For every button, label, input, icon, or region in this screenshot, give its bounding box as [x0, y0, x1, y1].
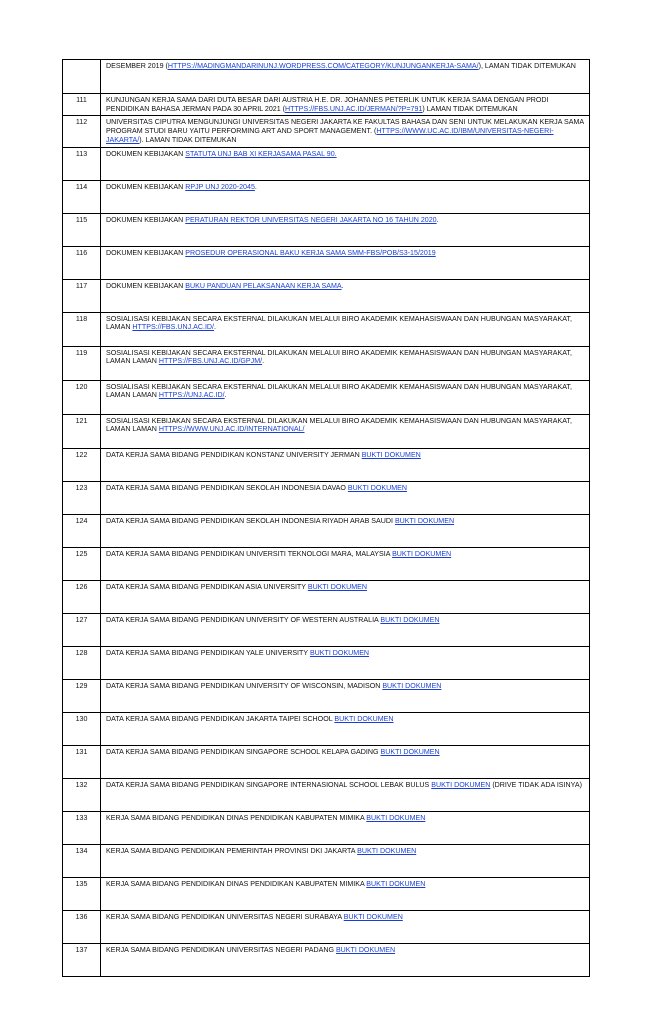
description-text: DATA KERJA SAMA BIDANG PENDIDIKAN ASIA UNIVERSITY [106, 582, 308, 591]
row-number: 128 [63, 646, 101, 679]
table-row [63, 811, 590, 844]
description-text: ). LAMAN TIDAK DITEMUKAN [139, 135, 237, 144]
document-link[interactable]: BUKTI DOKUMEN [392, 549, 452, 558]
description-text: ) LAMAN TIDAK DITEMUKAN [422, 104, 518, 113]
row-description [101, 94, 590, 116]
description-text: DATA KERJA SAMA BIDANG PENDIDIKAN UNIVERSITY OF WISCONSIN, MADISON [106, 681, 383, 690]
row-number: 114 [63, 180, 101, 213]
description-text: DATA KERJA SAMA BIDANG PENDIDIKAN SEKOLAH INDONESIA DAVAO [106, 483, 348, 492]
row-description [101, 481, 590, 514]
description-text: DOKUMEN KEBIJAKAN [106, 149, 186, 158]
row-description [101, 380, 590, 414]
row-number: 130 [63, 712, 101, 745]
description-text: KERJA SAMA BIDANG PENDIDIKAN DINAS PENDIDIKAN KABUPATEN MIMIKA [106, 879, 367, 888]
description-text: KERJA SAMA BIDANG PENDIDIKAN UNIVERSITAS NEGERI SURABAYA [106, 912, 344, 921]
table-row [63, 116, 590, 147]
document-link[interactable]: BUKTI DOKUMEN [382, 681, 442, 690]
table-row [63, 745, 590, 778]
description-text: DOKUMEN KEBIJAKAN [106, 182, 186, 191]
row-description [101, 312, 590, 346]
row-description [101, 580, 590, 613]
row-description [101, 811, 590, 844]
row-description [101, 877, 590, 910]
row-number: 135 [63, 877, 101, 910]
row-description [101, 116, 590, 147]
document-link[interactable]: BUKTI DOKUMEN [347, 483, 408, 492]
row-number: 113 [63, 147, 101, 180]
row-number: 125 [63, 547, 101, 580]
description-text: SOSIALISASI KEBIJAKAN SECARA EKSTERNAL DILAKUKAN MELALUI BIRO AKADEMIK KEMAHASISWAAN DAN HUBUNGAN MASYARAKAT, LAMAN [106, 314, 572, 332]
row-description [101, 646, 590, 679]
document-link[interactable]: HTTPS://FBS.UNJ.AC.ID/JERMAN/?P=791 [285, 104, 423, 113]
description-text: SOSIALISASI KEBIJAKAN SECARA EKSTERNAL DILAKUKAN MELALUI BIRO AKADEMIK KEMAHASISWAAN DAN HUBUNGAN MASYARAKAT, LAMAN LAMAN [106, 348, 572, 366]
document-link[interactable]: BUKTI DOKUMEN [431, 780, 491, 789]
document-link[interactable]: HTTPS://UNJ.AC.ID/ [158, 391, 225, 400]
document-link[interactable]: HTTPS://MADINGMANDARINUNJ.WORDPRESS.COM/CATEGORY/KUNJUNGANKERJA-SAMA/ [167, 62, 479, 70]
row-number: 111 [63, 94, 101, 116]
description-text: SOSIALISASI KEBIJAKAN SECARA EKSTERNAL DILAKUKAN MELALUI BIRO AKADEMIK KEMAHASISWAAN DAN HUBUNGAN MASYARAKAT, LAMAN LAMAN [106, 382, 572, 400]
description-text: DATA KERJA SAMA BIDANG PENDIDIKAN JAKARTA TAIPEI SCHOOL [106, 714, 335, 723]
document-link[interactable]: BUKTI DOKUMEN [335, 945, 396, 954]
table-row [63, 481, 590, 514]
row-number: 115 [63, 213, 101, 246]
row-description [101, 414, 590, 448]
document-link[interactable]: STATUTA UNJ BAB XI KERJASAMA PASAL 90. [185, 149, 337, 158]
row-number: 124 [63, 514, 101, 547]
description-text: SOSIALISASI KEBIJAKAN SECARA EKSTERNAL DILAKUKAN MELALUI BIRO AKADEMIK KEMAHASISWAAN DAN HUBUNGAN MASYARAKAT, LAMAN LAMAN [106, 416, 572, 434]
row-description [101, 943, 590, 976]
row-description [101, 547, 590, 580]
document-link[interactable]: HTTPS://FBS.UNJ.AC.ID/GPJM/ [158, 357, 263, 366]
table-row [63, 94, 590, 116]
description-text: . [262, 357, 265, 366]
row-description [101, 514, 590, 547]
description-text: . [436, 215, 439, 224]
row-number: 137 [63, 943, 101, 976]
description-text: KUNJUNGAN KERJA SAMA DARI DUTA BESAR DARI AUSTRIA H.E. DR. JOHANNES PETERLIK UNTUK KERJA SAMA DENGAN PRODI PENDIDIKAN BAHASA JERMAN PADA 30 APRIL 2021 ( [106, 96, 549, 113]
table-row [63, 346, 590, 380]
document-link[interactable]: BUKTI DOKUMEN [307, 582, 367, 591]
table-row [63, 279, 590, 312]
table-row [63, 547, 590, 580]
document-link[interactable]: BUKTI DOKUMEN [343, 912, 403, 921]
document-link[interactable]: BUKTI DOKUMEN [334, 714, 394, 723]
description-text: . [254, 182, 257, 191]
table-row [63, 778, 590, 811]
description-text: KERJA SAMA BIDANG PENDIDIKAN PEMERINTAH PROVINSI DKI JAKARTA [106, 846, 358, 855]
row-number: 117 [63, 279, 101, 312]
document-link[interactable]: RPJP UNJ 2020-2045 [185, 182, 255, 191]
document-link[interactable]: PROSEDUR OPERASIONAL BAKU KERJA SAMA SMM-FBS/POB/S3-15/2019 [185, 248, 436, 257]
table-row [63, 246, 590, 279]
document-link[interactable]: BUKTI DOKUMEN [361, 450, 421, 459]
table-row [63, 943, 590, 976]
document-link[interactable]: BUKTI DOKUMEN [394, 516, 455, 525]
document-link[interactable]: BUKTI DOKUMEN [366, 879, 426, 888]
document-link[interactable]: BUKTI DOKUMEN [357, 846, 417, 855]
row-description [101, 448, 590, 481]
description-text: . [341, 281, 344, 290]
description-text: DATA KERJA SAMA BIDANG PENDIDIKAN SINGAPORE SCHOOL KELAPA GADING [106, 747, 381, 756]
row-description [101, 910, 590, 943]
row-number: 131 [63, 745, 101, 778]
document-table [62, 59, 590, 977]
table-row [63, 679, 590, 712]
row-description [101, 778, 590, 811]
row-description [101, 246, 590, 279]
table-row [63, 646, 590, 679]
description-text: DATA KERJA SAMA BIDANG PENDIDIKAN UNIVERSITI TEKNOLOGI MARA, MALAYSIA [106, 549, 393, 558]
row-number: 129 [63, 679, 101, 712]
row-number: 134 [63, 844, 101, 877]
table-body [63, 60, 590, 977]
row-number: 120 [63, 380, 101, 414]
document-link[interactable]: BUKTI DOKUMEN [380, 615, 440, 624]
table-row [63, 712, 590, 745]
row-number: 126 [63, 580, 101, 613]
table-row [63, 60, 590, 94]
description-text: DATA KERJA SAMA BIDANG PENDIDIKAN UNIVERSITY OF WESTERN AUSTRALIA [106, 615, 381, 624]
row-description [101, 712, 590, 745]
row-description [101, 613, 590, 646]
row-description [101, 745, 590, 778]
table-row [63, 844, 590, 877]
row-number: 123 [63, 481, 101, 514]
description-text: DOKUMEN KEBIJAKAN [106, 248, 186, 257]
table-row [63, 414, 590, 448]
table-row [63, 910, 590, 943]
description-text: . [214, 323, 216, 332]
description-text: . [224, 391, 227, 400]
row-number: 132 [63, 778, 101, 811]
description-text: DATA KERJA SAMA BIDANG PENDIDIKAN SINGAPORE INTERNASIONAL SCHOOL LEBAK BULUS [106, 780, 432, 789]
document-link[interactable]: BUKTI DOKUMEN [309, 648, 370, 657]
row-description [101, 346, 590, 380]
row-number: 127 [63, 613, 101, 646]
description-text: DATA KERJA SAMA BIDANG PENDIDIKAN SEKOLAH INDONESIA RIYADH ARAB SAUDI [106, 516, 395, 525]
row-number: 112 [63, 116, 101, 147]
row-description [101, 213, 590, 246]
table-row [63, 213, 590, 246]
row-description [101, 180, 590, 213]
document-link[interactable]: HTTPS://WWW.UNJ.AC.ID/INTERNATIONAL/ [158, 425, 305, 434]
table-row [63, 312, 590, 346]
document-link[interactable]: PERATURAN REKTOR UNIVERSITAS NEGERI JAKARTA NO 16 TAHUN 2020 [185, 215, 437, 224]
row-description [101, 147, 590, 180]
description-text: DATA KERJA SAMA BIDANG PENDIDIKAN YALE UNIVERSITY [106, 648, 310, 657]
description-text: ), LAMAN TIDAK DITEMUKAN [478, 62, 576, 70]
row-number: 118 [63, 312, 101, 346]
description-text: DOKUMEN KEBIJAKAN [106, 215, 186, 224]
table-row [63, 877, 590, 910]
table-row [63, 514, 590, 547]
description-text: (DRIVE TIDAK ADA ISINYA) [490, 780, 582, 789]
document-link[interactable]: BUKTI DOKUMEN [380, 747, 440, 756]
document-link[interactable]: BUKTI DOKUMEN [366, 813, 426, 822]
description-text: KERJA SAMA BIDANG PENDIDIKAN DINAS PENDIDIKAN KABUPATEN MIMIKA [106, 813, 367, 822]
row-number: 116 [63, 246, 101, 279]
table-row [63, 180, 590, 213]
row-description [101, 60, 590, 94]
row-number: 119 [63, 346, 101, 380]
table-row [63, 613, 590, 646]
description-text: KERJA SAMA BIDANG PENDIDIKAN UNIVERSITAS NEGERI PADANG [106, 945, 336, 954]
row-description [101, 279, 590, 312]
row-number [63, 60, 101, 94]
document-link[interactable]: HTTPS://FBS.UNJ.AC.ID/ [132, 323, 215, 332]
description-text: DATA KERJA SAMA BIDANG PENDIDIKAN KONSTANZ UNIVERSITY JERMAN [106, 450, 362, 459]
row-description [101, 679, 590, 712]
description-text: UNIVERSITAS CIPUTRA MENGUNJUNGI UNIVERSITAS NEGERI JAKARTA KE FAKULTAS BAHASA DAN SENI UNTUK MELAKUKAN KERJA SAMA PROGRAM STUDI BARU YAITU PERFORMING ART AND SPORT MANAGEMENT. ( [106, 118, 584, 136]
table-row [63, 380, 590, 414]
row-number: 136 [63, 910, 101, 943]
document-link[interactable]: BUKU PANDUAN PELAKSANAAN KERJA SAMA [185, 281, 342, 290]
document-link[interactable]: HTTPS://WWW.UC.AC.ID/IBM/UNIVERSITAS-NEGERI-JAKARTA/ [106, 127, 554, 144]
description-text: DOKUMEN KEBIJAKAN [106, 281, 186, 290]
table-row [63, 147, 590, 180]
table-row [63, 448, 590, 481]
row-number: 122 [63, 448, 101, 481]
row-number: 133 [63, 811, 101, 844]
description-text: DESEMBER 2019 ( [106, 62, 168, 70]
table-row [63, 580, 590, 613]
row-number: 121 [63, 414, 101, 448]
row-description [101, 844, 590, 877]
